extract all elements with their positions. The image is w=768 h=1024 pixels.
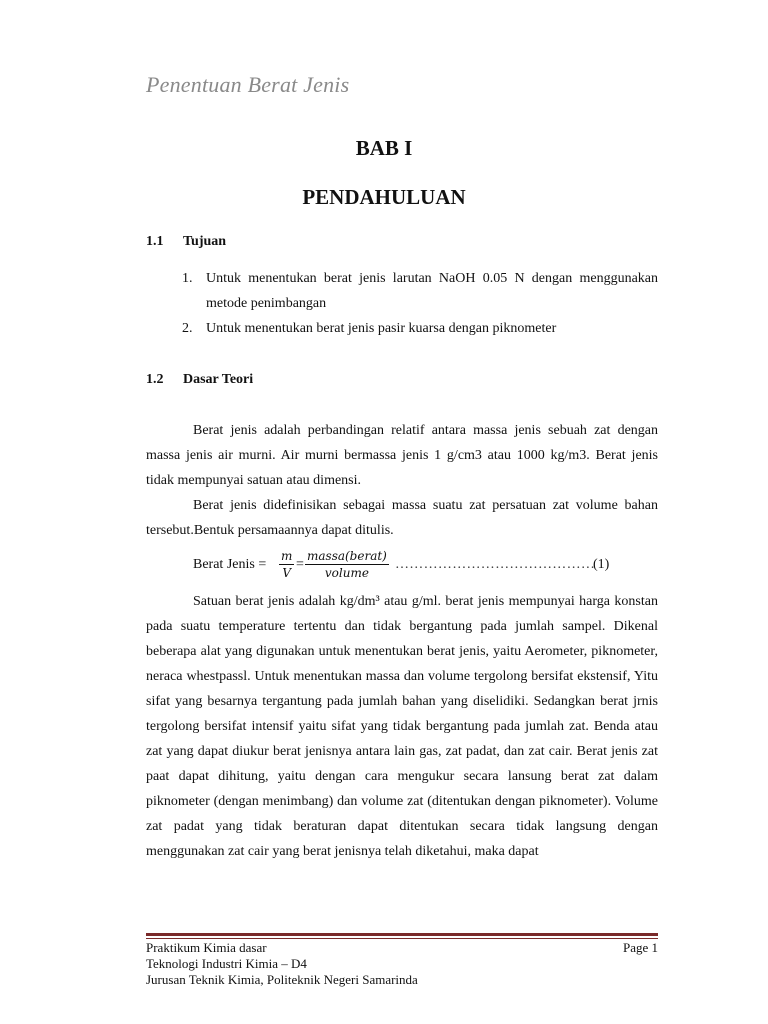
paragraph-formula-intro: Berat jenis didefinisikan sebagai massa suatu zat persatuan zat volume bahan tersebut.Bentuk persamaannya dapat ditulis. [146,498,658,538]
fraction-denominator: volume [324,566,369,580]
objectives-list [182,266,658,341]
footer-institution: Jurusan Teknik Kimia, Politeknik Negeri Samarinda [146,972,418,987]
fraction-numerator: m [281,549,293,563]
page-footer [146,940,658,988]
section-heading-tujuan [146,234,226,250]
leader-dots: …………………………………… [395,557,596,572]
footer-rule-thin [146,938,658,939]
paragraph-units-and-tools: Satuan berat jenis adalah kg/dm³ atau g/ml. berat jenis mempunyai harga konstan pada suatu temperature tertentu dan tidak bergantung pada jumlah sampel. Dikenal beberapa alat yang digunakan untuk menentukan berat jenis, yaitu Aerometer, piknometer, neraca whestpassl. Untuk menentukan massa dan volume tergolong bersifat ekstensif, Yitu sifat yang besarnya tergantung pada jumlah bahan yang diselidiki. Sedangkan berat jrnis tergolong bersifat intensif yaitu sifat yang tidak bergantung pada jumlah zat. Benda atau zat yang dapat diukur berat jenisnya antara lain gas, zat padat, dan zat cair. Berat jenis zat paat dapat dihitung, yaitu dengan cara mengukur secara lansung berat zat dalam piknometer (dengan menimbang) dan volume zat (ditentukan dengan piknometer). Volume zat padat yang tidak beraturan dapat ditentukan secara tidak langsung dengan menggunakan zat cair yang berat jenisnya telah diketahui, maka dapat [146,594,658,859]
chapter-label: BAB I [355,136,413,160]
footer-program: Teknologi Industri Kimia – D4 [146,956,307,971]
list-item [182,266,658,316]
section-number: 1.1 [146,234,164,249]
fraction-massa-over-volume [305,549,389,581]
section-number: 1.2 [146,372,164,387]
section-heading-dasar-teori [146,372,253,388]
fraction-m-over-v [279,549,294,581]
list-item-text: Untuk menentukan berat jenis pasir kuarsa dengan piknometer [206,321,557,336]
list-item-number: 2. [182,321,193,336]
list-item [182,316,658,341]
equation-reference: (1) [593,557,610,572]
page-number: Page 1 [622,940,658,955]
fraction-numerator: massa(berat) [307,549,387,563]
section-title: Tujuan [183,234,227,249]
density-formula [193,548,613,584]
footer-course: Praktikum Kimia dasar [146,940,267,955]
section-title: Dasar Teori [183,372,254,387]
footer-rule [146,933,658,936]
list-item-number: 1. [182,271,193,286]
chapter-title: PENDAHULUAN [302,185,466,209]
equals-sign: = [296,557,304,572]
paragraph-definition: Berat jenis adalah perbandingan relatif antara massa jenis sebuah zat dengan massa jenis air murni. Air murni bermassa jenis 1 g/cm3 atau 1000 kg/m3. Berat jenis tidak mempunyai satuan atau dimensi. [146,423,658,488]
fraction-denominator: V [282,566,292,580]
list-item-text: Untuk menentukan berat jenis larutan NaOH 0.05 N dengan menggunakan metode penimbangan [206,271,658,311]
formula-label: Berat Jenis = [193,557,267,572]
running-header-title: Penentuan Berat Jenis [146,72,350,97]
